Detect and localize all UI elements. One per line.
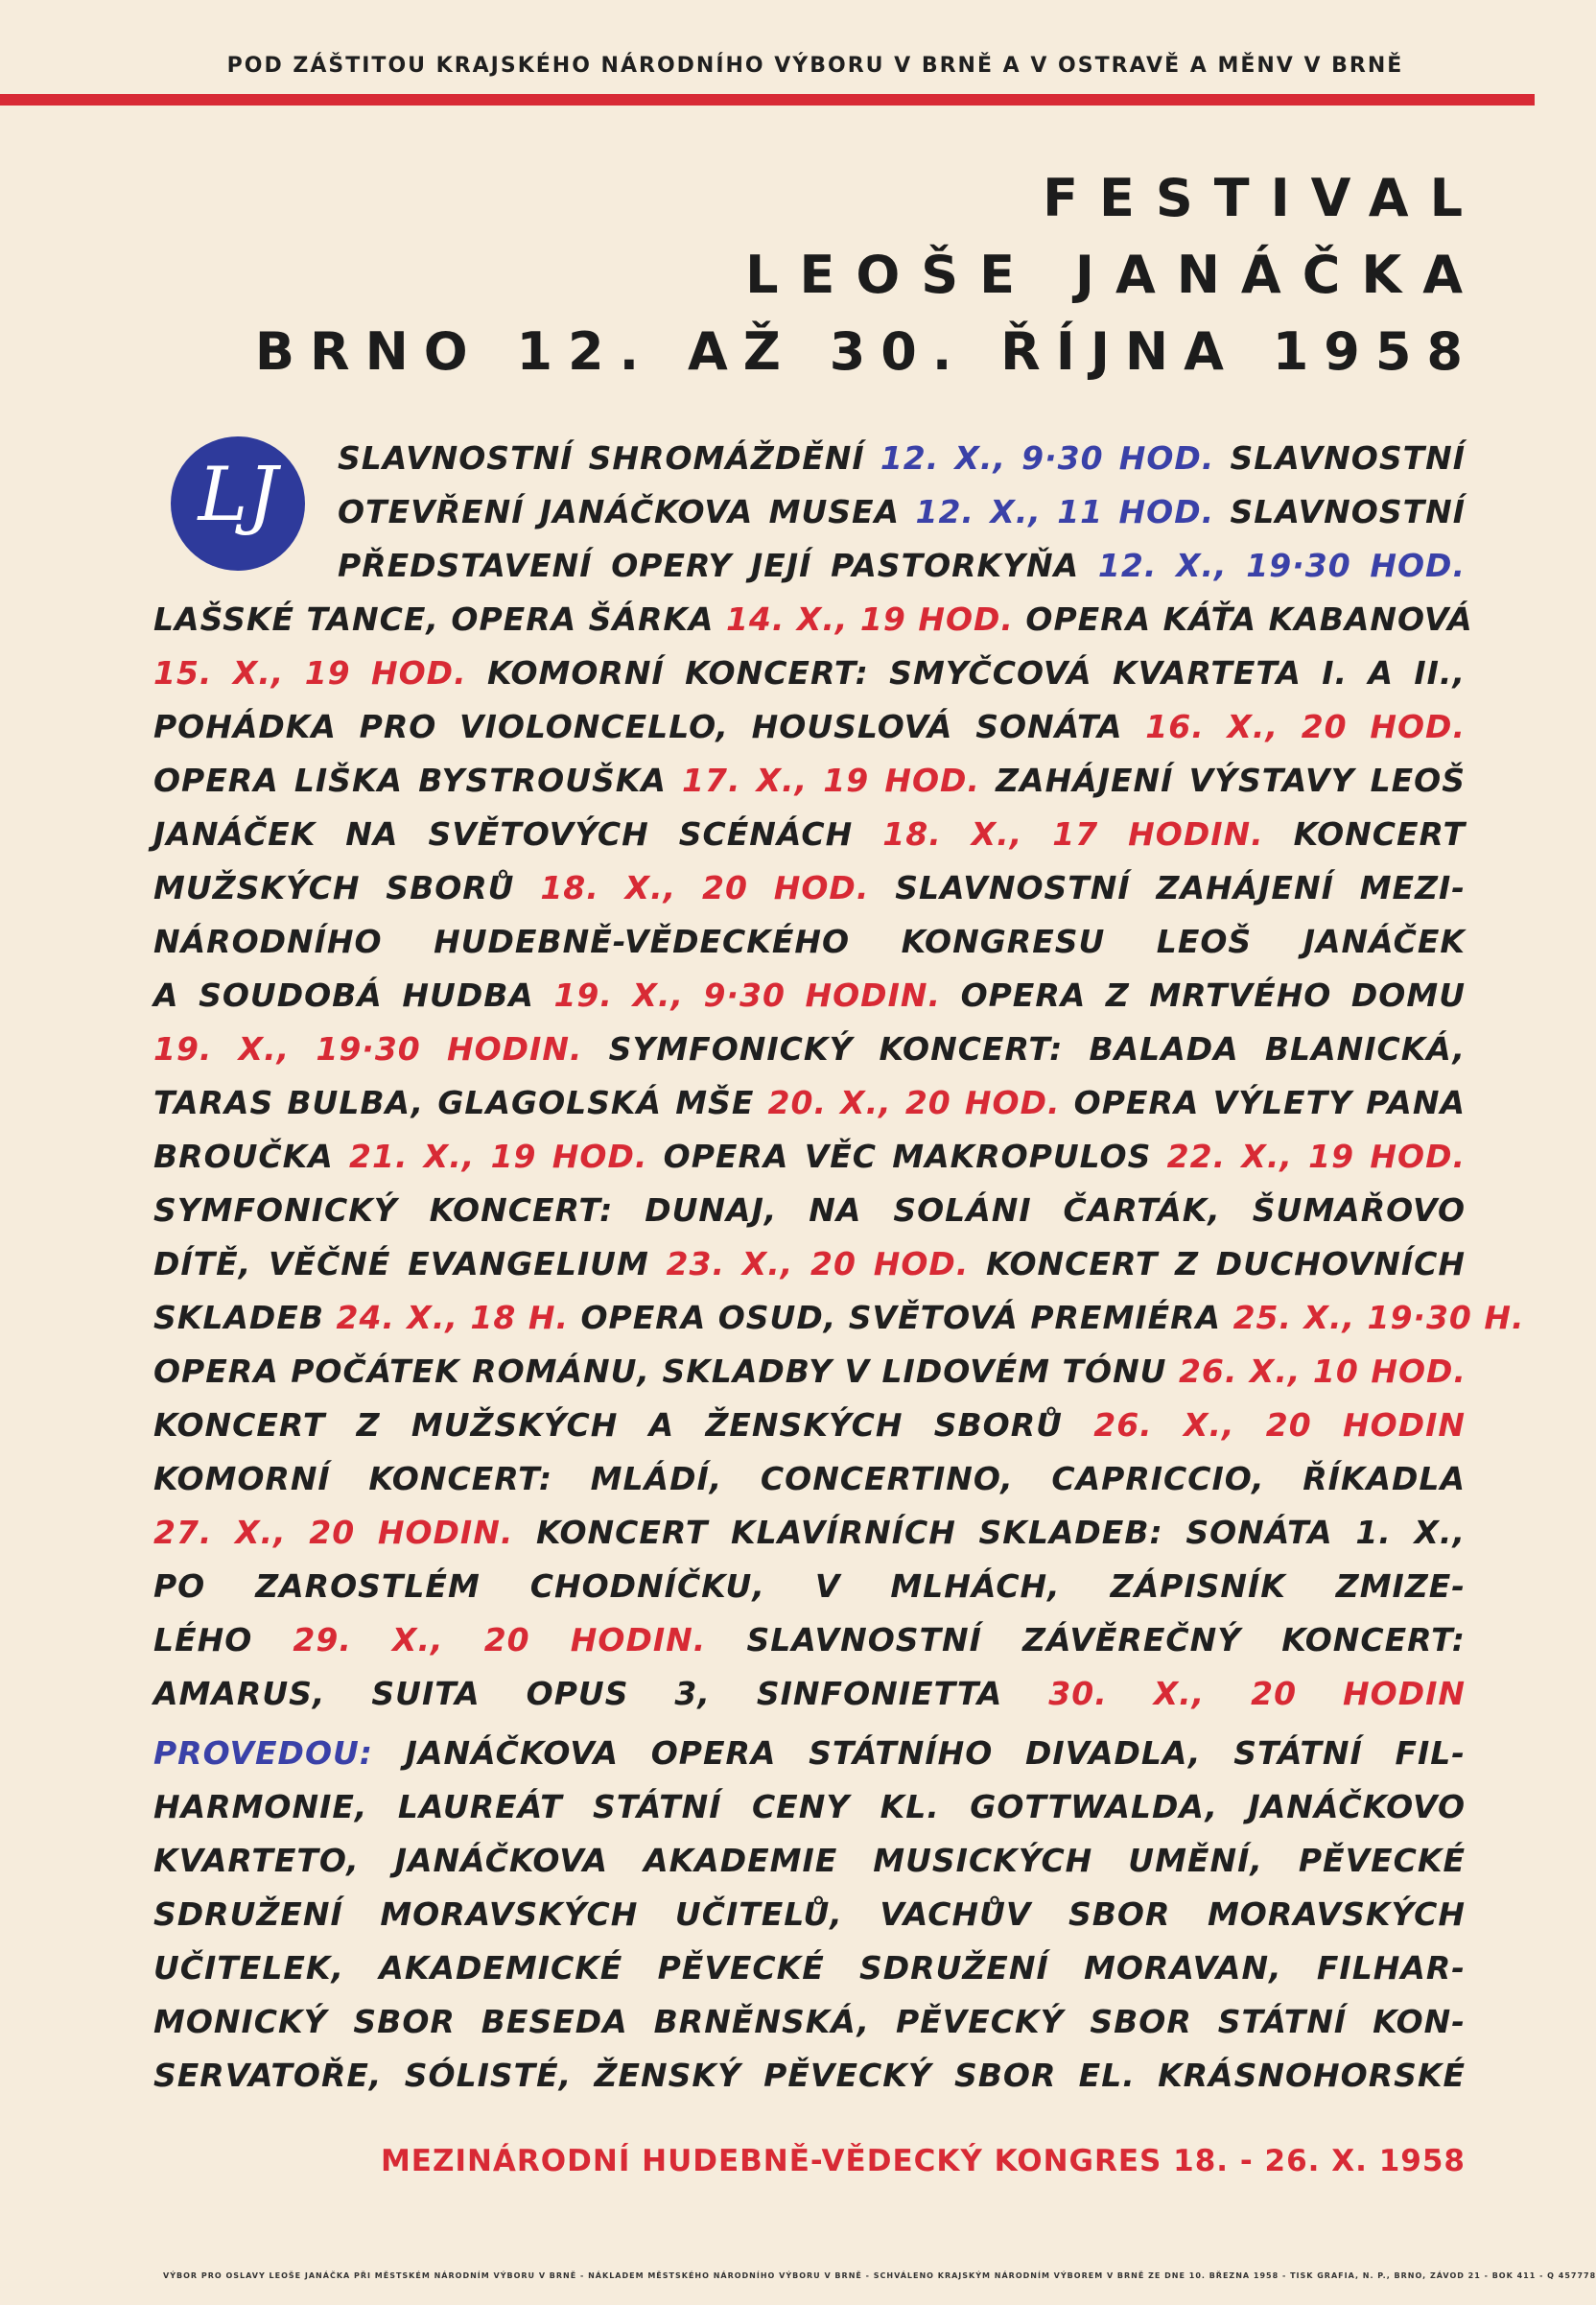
program-date: 19. X., 19·30 HODIN. [153, 1030, 583, 1068]
program-text: MONICKÝ SBOR BESEDA BRNĚNSKÁ, PĚVECKÝ SBOR STÁTNÍ KON- [153, 2003, 1466, 2040]
program-date: 29. X., 20 HODIN. [293, 1621, 707, 1658]
program-line [153, 1130, 1466, 1184]
program-date: 25. X., 19·30 H. [1232, 1299, 1525, 1336]
program-date: 26. X., 20 HODIN [1093, 1406, 1466, 1444]
program-date: 27. X., 20 HODIN. [153, 1514, 514, 1551]
program-text: SYMFONICKÝ KONCERT: BALADA BLANICKÁ, [582, 1030, 1466, 1068]
program-date: 12. X., 9·30 HOD. [880, 439, 1215, 477]
program-text: LAŠSKÉ TANCE, OPERA ŠÁRKA [153, 600, 726, 638]
title-dates: BRNO 12. AŽ 30. ŘÍJNA 1958 [254, 321, 1478, 382]
program-text: AMARUS, SUITA OPUS 3, SINFONIETTA [153, 1675, 1049, 1712]
performer-line [153, 2049, 1466, 2103]
program-text: NÁRODNÍHO HUDEBNĚ-VĚDECKÉHO KONGRESU LEOŠ JANÁČEK [153, 923, 1466, 960]
program-date: PROVEDOU: [153, 1734, 373, 1772]
program-text: KOMORNÍ KONCERT: SMYČCOVÁ KVARTETA I. A II., [466, 654, 1467, 692]
program-line [153, 1560, 1466, 1613]
program-line [153, 808, 1466, 861]
program-date: 12. X., 11 HOD. [915, 493, 1215, 530]
program-line [153, 1399, 1466, 1452]
performer-line [153, 1888, 1466, 1941]
program-text: DÍTĚ, VĚČNÉ EVANGELIUM [153, 1245, 667, 1282]
program-line [153, 1667, 1466, 1721]
program-date: 18. X., 17 HODIN. [882, 815, 1264, 853]
program-date: 22. X., 19 HOD. [1166, 1138, 1466, 1175]
program-text: SLAVNOSTNÍ [1214, 493, 1467, 530]
program-text: SLAVNOSTNÍ SHROMÁŽDĚNÍ [338, 439, 880, 477]
program-date: 17. X., 19 HOD. [682, 762, 980, 799]
program-date: 21. X., 19 HOD. [349, 1138, 648, 1175]
program-date: 26. X., 10 HOD. [1178, 1352, 1467, 1390]
program-date: 15. X., 19 HOD. [153, 654, 467, 692]
performer-line [153, 1780, 1466, 1834]
program-text: LÉHO [153, 1621, 293, 1658]
program-line [153, 1023, 1466, 1076]
program-text: OTEVŘENÍ JANÁČKOVA MUSEA [338, 493, 916, 530]
program-line [153, 647, 1466, 700]
program-text: OPERA VĚC MAKROPULOS [647, 1138, 1167, 1175]
program-date: 19. X., 9·30 HODIN. [553, 976, 942, 1014]
program-line [153, 539, 1466, 593]
performer-line [153, 1941, 1466, 1995]
program-text: SLAVNOSTNÍ [1214, 439, 1466, 477]
program-line [153, 485, 1466, 539]
program-text: KOMORNÍ KONCERT: MLÁDÍ, CONCERTINO, CAPRICCIO, ŘÍKADLA [153, 1460, 1466, 1497]
program-text: SERVATOŘE, SÓLISTÉ, ŽENSKÝ PĚVECKÝ SBOR EL. KRÁSNOHORSKÉ [153, 2057, 1466, 2094]
program-date: 18. X., 20 HOD. [540, 869, 870, 906]
program-text: TARAS BULBA, GLAGOLSKÁ MŠE [153, 1084, 768, 1121]
program-date: 30. X., 20 HODIN [1048, 1675, 1466, 1712]
program-line [153, 700, 1466, 754]
program-line [153, 754, 1466, 808]
program-text: KONCERT Z DUCHOVNÍCH [969, 1245, 1466, 1282]
program-line [153, 969, 1466, 1023]
program-text: UČITELEK, AKADEMICKÉ PĚVECKÉ SDRUŽENÍ MORAVAN, FILHAR- [153, 1949, 1466, 1987]
program-date: 14. X., 19 HOD. [725, 600, 1014, 638]
program-text: SLAVNOSTNÍ ZAHÁJENÍ MEZI- [869, 869, 1466, 906]
congress-notice: MEZINÁRODNÍ HUDEBNĚ-VĚDECKÝ KONGRES 18. - 26. X. 1958 [380, 2144, 1466, 2178]
program-line [153, 1291, 1525, 1345]
performer-line [153, 1995, 1466, 2049]
title-festival: FESTIVAL [1043, 168, 1484, 228]
title-leose-janacka: LEOŠE JANÁČKA [745, 245, 1484, 305]
program-text: OPERA VÝLETY PANA [1060, 1084, 1467, 1121]
program-line [153, 1345, 1466, 1399]
program-text: OPERA POČÁTEK ROMÁNU, SKLADBY V LIDOVÉM TÓNU [153, 1352, 1179, 1390]
program-text: OPERA OSUD, SVĚTOVÁ PREMIÉRA [569, 1299, 1233, 1336]
program-text: A SOUDOBÁ HUDBA [153, 976, 554, 1014]
program-line [153, 861, 1466, 915]
program-date: 12. X., 19·30 HOD. [1097, 547, 1466, 584]
performer-line [153, 1834, 1466, 1888]
program-text: OPERA Z MRTVÉHO DOMU [941, 976, 1466, 1014]
program-line [153, 1184, 1466, 1237]
program-text: POHÁDKA PRO VIOLONCELLO, HOUSLOVÁ SONÁTA [153, 708, 1146, 745]
program-line [153, 915, 1466, 969]
program-date: 16. X., 20 HOD. [1145, 708, 1466, 745]
program-text: KVARTETO, JANÁČKOVA AKADEMIE MUSICKÝCH UMĚNÍ, PĚVECKÉ [153, 1842, 1466, 1879]
program-date: 20. X., 20 HOD. [767, 1084, 1061, 1121]
logo-monogram: LJ [198, 452, 278, 538]
program-line [153, 593, 1473, 647]
program-date: 23. X., 20 HOD. [666, 1245, 970, 1282]
program-text: JANÁČKOVA OPERA STÁTNÍHO DIVADLA, STÁTNÍ FIL- [373, 1734, 1466, 1772]
program-line [153, 1237, 1466, 1291]
patronage-header: POD ZÁŠTITOU KRAJSKÉHO NÁRODNÍHO VÝBORU V BRNĚ A V OSTRAVĚ A MĚNV V BRNĚ [226, 54, 1404, 78]
red-rule-divider [0, 94, 1535, 106]
festival-program [153, 432, 1525, 1721]
program-line [153, 1452, 1466, 1506]
program-text: BROUČKA [153, 1138, 350, 1175]
program-date: 24. X., 18 H. [336, 1299, 570, 1336]
program-text: SKLADEB [153, 1299, 337, 1336]
program-text: OPERA KÁŤA KABANOVÁ [1013, 600, 1473, 638]
program-text: SDRUŽENÍ MORAVSKÝCH UČITELŮ, VACHŮV SBOR MORAVSKÝCH [153, 1895, 1466, 1933]
program-line [153, 1076, 1466, 1130]
program-text: JANÁČEK NA SVĚTOVÝCH SCÉNÁCH [153, 815, 883, 853]
program-text: PO ZAROSTLÉM CHODNÍČKU, V MLHÁCH, ZÁPISNÍK ZMIZE- [153, 1567, 1466, 1605]
printer-imprint: VÝBOR PRO OSLAVY LEOŠE JANÁČKA PŘI MĚSTSKÉM NÁRODNÍM VÝBORU V BRNĚ - NÁKLADEM MĚSTSKÉHO NÁRODNÍHO VÝBORU V BRNĚ - SCHVÁLENO KRAJSKÝM NÁRODNÍM VÝBOREM V BRNĚ ZE DNE 10. BŘEZNA 1958 - TISK GRAFIA, N. P., BRNO, ZÁVOD 21 - BOK 411 - Q 457778 [163, 2271, 1596, 2280]
performers-list [153, 1727, 1466, 2103]
program-text: OPERA LIŠKA BYSTROUŠKA [153, 762, 683, 799]
program-line [153, 1506, 1466, 1560]
program-text: HARMONIE, LAUREÁT STÁTNÍ CENY KL. GOTTWALDA, JANÁČKOVO [153, 1788, 1466, 1825]
program-line [153, 432, 1466, 485]
performer-line [153, 1727, 1466, 1780]
program-text: KONCERT Z MUŽSKÝCH A ŽENSKÝCH SBORŮ [153, 1406, 1094, 1444]
program-text: MUŽSKÝCH SBORŮ [153, 869, 541, 906]
program-text: KONCERT [1263, 815, 1466, 853]
program-text: KONCERT KLAVÍRNÍCH SKLADEB: SONÁTA 1. X., [513, 1514, 1466, 1551]
program-text: SLAVNOSTNÍ ZÁVĚREČNÝ KONCERT: [706, 1621, 1466, 1658]
program-text: PŘEDSTAVENÍ OPERY JEJÍ PASTORKYŇA [338, 547, 1098, 584]
program-text: SYMFONICKÝ KONCERT: DUNAJ, NA SOLÁNI ČARTÁK, ŠUMAŘOVO [153, 1191, 1466, 1229]
program-line [153, 1613, 1466, 1667]
program-text: ZAHÁJENÍ VÝSTAVY LEOŠ [979, 762, 1467, 799]
